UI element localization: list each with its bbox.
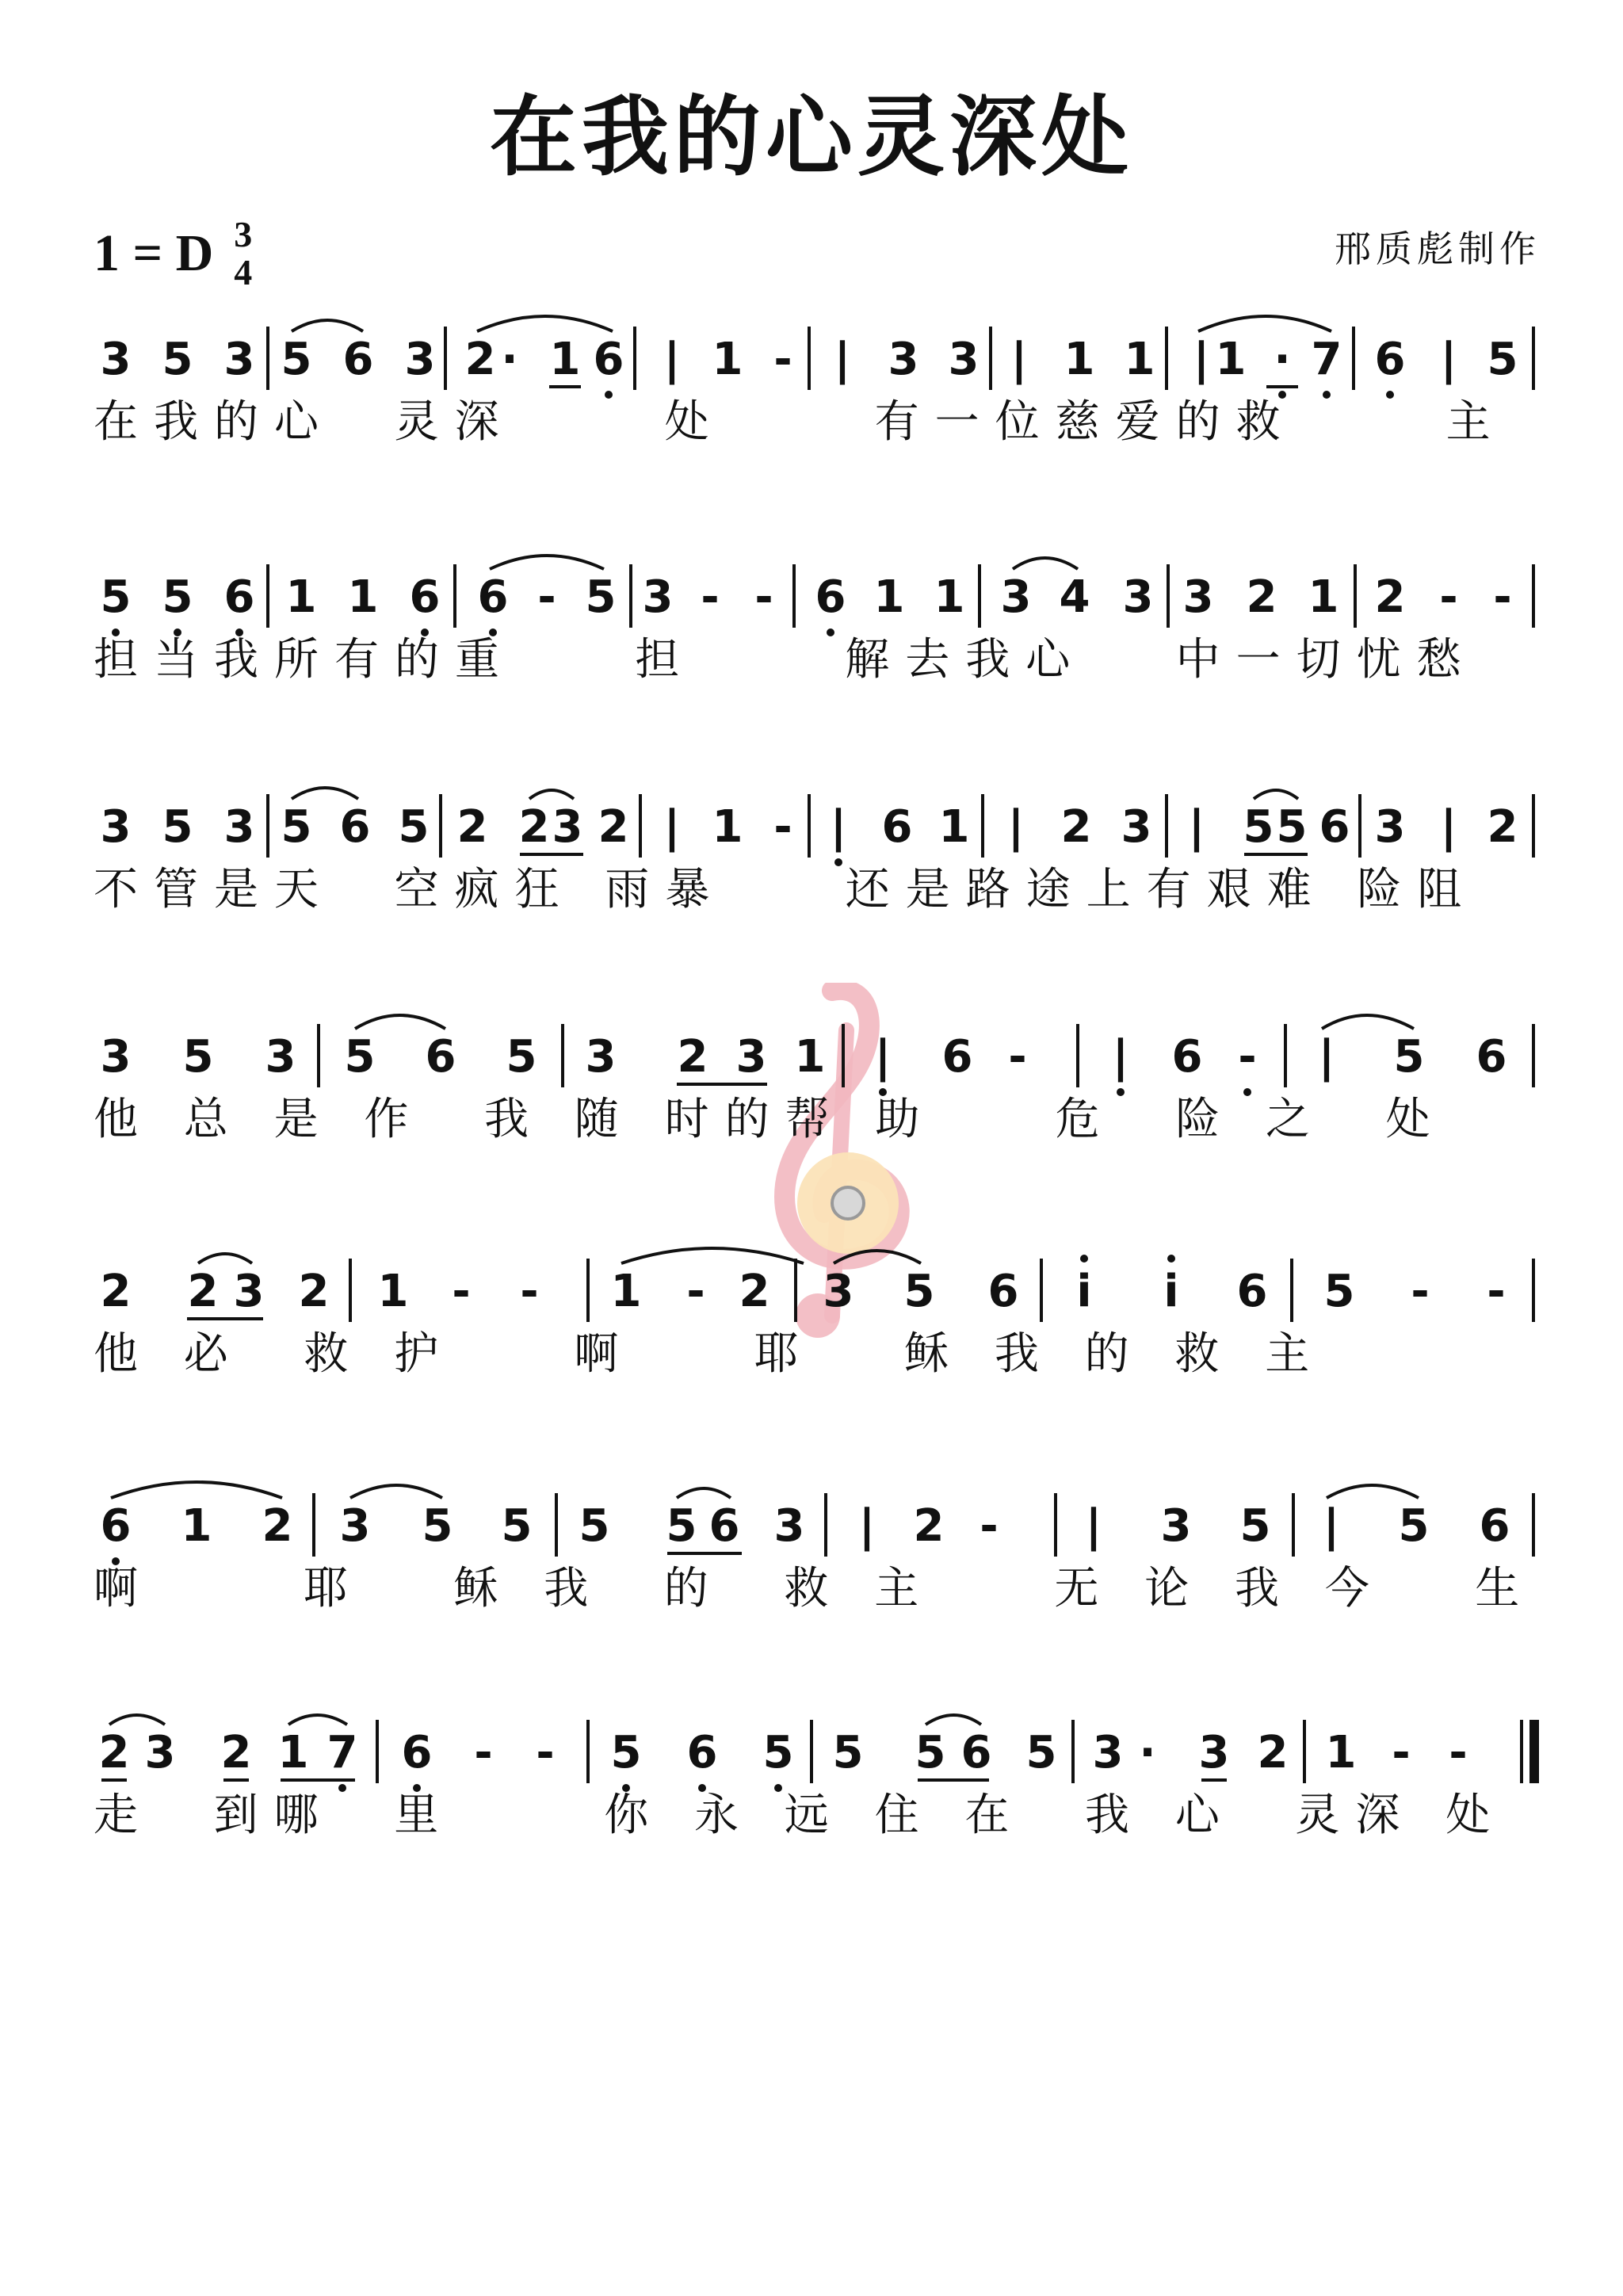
note: 2 xyxy=(677,1031,708,1083)
note: 2 xyxy=(1246,571,1277,623)
note: 5 xyxy=(162,571,193,623)
note: 1 xyxy=(285,571,317,623)
note: 3 xyxy=(223,334,255,385)
note: 2 xyxy=(1487,801,1518,853)
note: 5 xyxy=(162,334,193,385)
note: 3 xyxy=(265,1031,296,1083)
note: | xyxy=(663,801,681,853)
note: - xyxy=(1238,1031,1257,1083)
note: 1 xyxy=(934,571,965,623)
key-label: 1 = D xyxy=(94,224,214,283)
note: 5 xyxy=(1243,801,1274,853)
note: 6 xyxy=(815,571,846,623)
note: 2 xyxy=(1060,801,1092,853)
note: 6 xyxy=(686,1727,718,1778)
lyrics-line: 走 到哪 里 你 永 远 住 在 我 心 灵深 处 xyxy=(94,1790,1507,1841)
note: 3 xyxy=(1160,1500,1192,1552)
slur-marks xyxy=(94,1479,1544,1574)
note: - xyxy=(1411,1266,1430,1317)
notation-line xyxy=(94,550,1544,645)
note: 2 xyxy=(187,1266,219,1317)
note: 1 xyxy=(181,1500,212,1552)
note: 6 xyxy=(401,1727,433,1778)
note: 3 xyxy=(642,571,674,623)
note: 1 xyxy=(712,334,743,385)
note: 3 xyxy=(144,1727,176,1778)
note: 2 xyxy=(98,1727,130,1778)
note: | xyxy=(1112,1031,1129,1083)
slur-marks xyxy=(94,1706,1544,1801)
note: 5 xyxy=(915,1727,946,1778)
note: 3 xyxy=(1000,571,1032,623)
note: 5 xyxy=(422,1500,453,1552)
note: | xyxy=(874,1031,892,1083)
note: 6 xyxy=(1374,334,1406,385)
note: 5 xyxy=(501,1500,533,1552)
note: 6 xyxy=(593,334,624,385)
note: 6 xyxy=(339,801,371,853)
note: 1 xyxy=(347,571,379,623)
note: · xyxy=(501,334,518,385)
note: 1 xyxy=(794,1031,826,1083)
note: 5 xyxy=(182,1031,214,1083)
note: · xyxy=(1274,334,1291,385)
note: | xyxy=(858,1500,876,1552)
lyrics-line: 他 必 救 护 啊 耶 稣 我 的 救 主 xyxy=(94,1328,1326,1380)
note: 3 xyxy=(888,334,919,385)
note: 3 xyxy=(735,1031,767,1083)
note: 3 xyxy=(404,334,436,385)
lyrics-line: 不管是天 空疯狂 雨暴 还是路途上有艰难 险阻 xyxy=(94,864,1478,915)
note: 2 xyxy=(100,1266,132,1317)
song-title: 在我的心灵深处 xyxy=(490,86,1133,188)
note: | xyxy=(1007,801,1025,853)
score-row-5 xyxy=(94,1244,1544,1380)
author-credit: 邢质彪制作 xyxy=(1335,227,1541,270)
slur-marks xyxy=(94,780,1544,875)
note: - xyxy=(754,571,773,623)
note: 6 xyxy=(100,1500,132,1552)
key-signature xyxy=(94,216,252,292)
note: 5 xyxy=(1487,334,1518,385)
note: 3 xyxy=(1182,571,1214,623)
note: 3 xyxy=(773,1500,805,1552)
notation-line xyxy=(94,312,1544,407)
note: 2 xyxy=(1257,1727,1289,1778)
note: 3 xyxy=(233,1266,265,1317)
note: | xyxy=(1188,801,1205,853)
score-row-1 xyxy=(94,312,1544,448)
note: 3 xyxy=(223,801,255,853)
note: - xyxy=(536,1727,555,1778)
note: 3 xyxy=(1198,1727,1230,1778)
note: 2 xyxy=(1374,571,1406,623)
note: - xyxy=(1439,571,1458,623)
note: 6 xyxy=(477,571,509,623)
time-signature xyxy=(234,216,252,292)
note: 1 xyxy=(1215,334,1247,385)
note: | xyxy=(1193,334,1210,385)
note: 1 xyxy=(1308,571,1339,623)
note: 5 xyxy=(1398,1500,1430,1552)
note: 6 xyxy=(1319,801,1350,853)
note: 2 xyxy=(598,801,629,853)
notation-line xyxy=(94,1010,1544,1105)
note: | xyxy=(1323,1500,1340,1552)
score-row-2 xyxy=(94,550,1544,686)
note: | xyxy=(1318,1031,1335,1083)
note: 6 xyxy=(960,1727,992,1778)
note: - xyxy=(686,1266,705,1317)
slur-marks xyxy=(94,312,1544,407)
note: 1 xyxy=(610,1266,642,1317)
note: - xyxy=(980,1500,999,1552)
note: - xyxy=(452,1266,471,1317)
note: 3 xyxy=(1374,801,1406,853)
note: - xyxy=(537,571,556,623)
note: | xyxy=(1085,1500,1102,1552)
score-row-7 xyxy=(94,1706,1544,1841)
notation-line xyxy=(94,1479,1544,1574)
note: i xyxy=(1076,1266,1092,1317)
note: 1 xyxy=(873,571,905,623)
note: · xyxy=(1139,1727,1156,1778)
note: 5 xyxy=(398,801,430,853)
note: 5 xyxy=(344,1031,376,1083)
note: 5 xyxy=(1025,1727,1057,1778)
note: - xyxy=(773,801,792,853)
note: i xyxy=(1163,1266,1179,1317)
note: - xyxy=(1449,1727,1468,1778)
note: 1 xyxy=(1124,334,1155,385)
note: 3 xyxy=(552,801,583,853)
note: 5 xyxy=(832,1727,864,1778)
note: 4 xyxy=(1059,571,1090,623)
note: 6 xyxy=(1236,1266,1268,1317)
note: 5 xyxy=(1276,801,1308,853)
note: 1 xyxy=(377,1266,409,1317)
note: 2 xyxy=(220,1727,252,1778)
note: 3 xyxy=(100,801,132,853)
note: 3 xyxy=(339,1500,371,1552)
lyrics-line: 担当我所有的重 担 解去我心 中一切忧愁 xyxy=(94,634,1477,686)
note: 2 xyxy=(518,801,550,853)
note: 2 xyxy=(464,334,496,385)
note: 3 xyxy=(1092,1727,1124,1778)
lyrics-line: 他 总 是 作 我 随 时的帮 助 危 险 之 处 xyxy=(94,1094,1446,1145)
note: 1 xyxy=(277,1727,309,1778)
note: 5 xyxy=(666,1500,697,1552)
note: 6 xyxy=(409,571,441,623)
note: 6 xyxy=(223,571,255,623)
note: 5 xyxy=(1239,1500,1271,1552)
note: 6 xyxy=(1479,1500,1510,1552)
note: | xyxy=(830,801,847,853)
note: 3 xyxy=(1121,801,1152,853)
note: 3 xyxy=(823,1266,854,1317)
note: | xyxy=(1440,801,1457,853)
note: - xyxy=(701,571,720,623)
note: 3 xyxy=(100,1031,132,1083)
note: 7 xyxy=(1311,334,1342,385)
note: - xyxy=(474,1727,493,1778)
note: 6 xyxy=(987,1266,1019,1317)
score-row-3 xyxy=(94,780,1544,915)
note: 2 xyxy=(262,1500,293,1552)
note: 5 xyxy=(162,801,193,853)
slur-marks xyxy=(94,1010,1544,1105)
notation-line xyxy=(94,1706,1544,1801)
note: | xyxy=(1440,334,1457,385)
note: 3 xyxy=(100,334,132,385)
note: 5 xyxy=(1393,1031,1425,1083)
note: 2 xyxy=(739,1266,770,1317)
note: 5 xyxy=(610,1727,642,1778)
note: - xyxy=(1392,1727,1411,1778)
note: 2 xyxy=(913,1500,945,1552)
note: 5 xyxy=(281,334,312,385)
note: 5 xyxy=(506,1031,537,1083)
note: - xyxy=(1487,1266,1506,1317)
notation-line xyxy=(94,1244,1544,1339)
note: 6 xyxy=(425,1031,456,1083)
note: 2 xyxy=(456,801,488,853)
note: 2 xyxy=(298,1266,330,1317)
note: 3 xyxy=(585,1031,617,1083)
note: 5 xyxy=(1323,1266,1355,1317)
notation-line xyxy=(94,780,1544,875)
lyrics-line: 啊 耶 稣 我 的 救 主 无 论 我 今 生 xyxy=(94,1563,1536,1614)
note: 6 xyxy=(1171,1031,1203,1083)
note: 6 xyxy=(941,1031,973,1083)
note: 1 xyxy=(549,334,581,385)
note: 6 xyxy=(342,334,374,385)
note: 1 xyxy=(1325,1727,1357,1778)
score-row-6 xyxy=(94,1479,1544,1614)
note: 5 xyxy=(579,1500,610,1552)
note: 1 xyxy=(712,801,743,853)
note: - xyxy=(773,334,792,385)
score-row-4 xyxy=(94,1010,1544,1145)
note: 3 xyxy=(948,334,980,385)
note: 5 xyxy=(100,571,132,623)
note: 5 xyxy=(585,571,617,623)
note: 5 xyxy=(903,1266,935,1317)
note: - xyxy=(1493,571,1512,623)
note: - xyxy=(520,1266,539,1317)
note: 5 xyxy=(281,801,312,853)
note: 7 xyxy=(327,1727,358,1778)
time-signature-bottom: 4 xyxy=(234,252,253,293)
note: 3 xyxy=(1122,571,1154,623)
note: 6 xyxy=(881,801,913,853)
note: 6 xyxy=(708,1500,740,1552)
note: | xyxy=(663,334,681,385)
note: - xyxy=(1008,1031,1027,1083)
note: 6 xyxy=(1476,1031,1507,1083)
time-signature-top: 3 xyxy=(234,214,253,254)
slur-marks xyxy=(94,1244,1544,1339)
note: 1 xyxy=(938,801,970,853)
slur-marks xyxy=(94,550,1544,645)
note: | xyxy=(834,334,851,385)
lyrics-line: 在我的心 灵深 处 有一位慈爱的救 主 xyxy=(94,396,1507,448)
note: 1 xyxy=(1064,334,1095,385)
note: | xyxy=(1010,334,1028,385)
note: 5 xyxy=(762,1727,794,1778)
